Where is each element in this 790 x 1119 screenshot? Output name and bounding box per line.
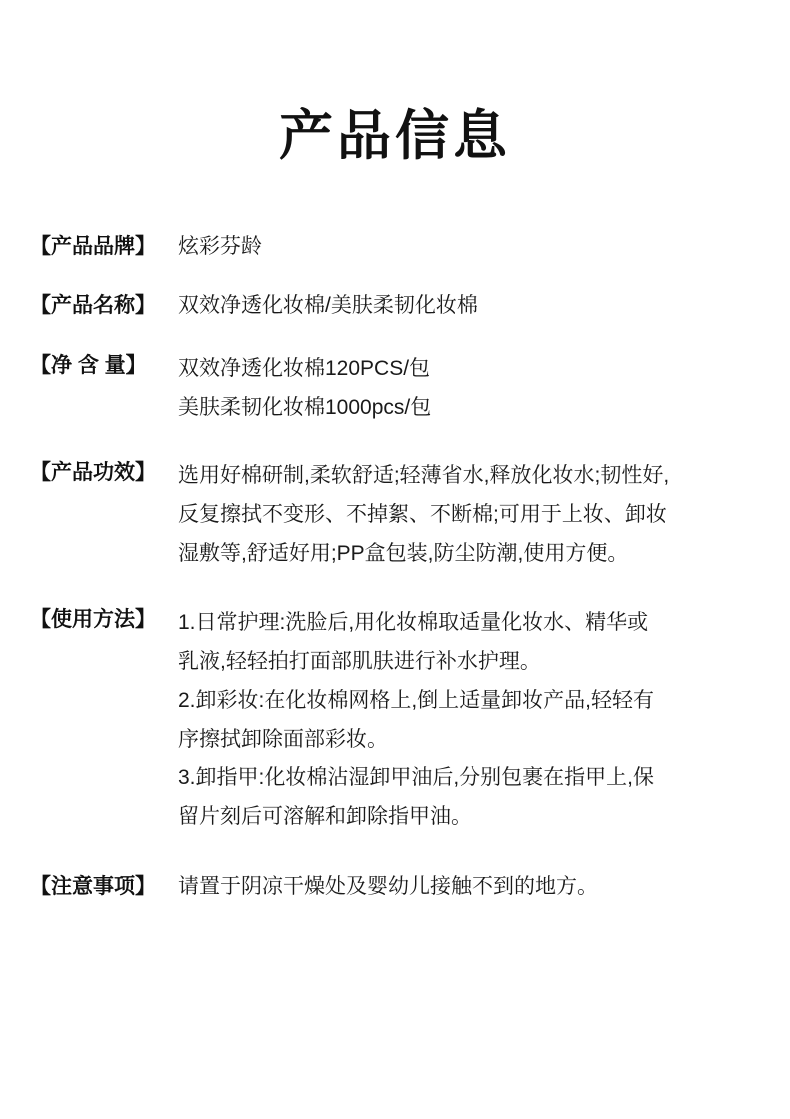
spec-value-usage	[172, 604, 766, 837]
spec-value-product-name	[172, 290, 766, 324]
spec-row-product-name	[30, 290, 766, 324]
product-spec-list	[24, 231, 766, 906]
spec-line: 3.卸指甲:化妆棉沾湿卸甲油后,分别包裹在指甲上,保	[178, 766, 655, 790]
spec-line: 双效净透化妆棉/美肤柔韧化妆棉	[178, 294, 478, 318]
spec-line: 美肤柔韧化妆棉1000pcs/包	[178, 395, 432, 419]
spec-line: 选用好棉研制,柔软舒适;轻薄省水,释放化妆水;韧性好,	[178, 464, 670, 488]
spec-row-net-content	[30, 350, 766, 428]
spec-value-net-content	[172, 350, 766, 428]
spec-value-effects	[172, 457, 766, 574]
spec-value-notice	[172, 871, 766, 906]
spec-line: 1.日常护理:洗脸后,用化妆棉取适量化妆水、精华或	[178, 611, 649, 635]
spec-label-effects: 【产品功效】	[30, 461, 156, 485]
spec-row-brand	[30, 231, 766, 265]
spec-row-usage	[30, 604, 766, 837]
spec-line: 反复擦拭不变形、不掉絮、不断棉;可用于上妆、卸妆	[178, 503, 667, 527]
page-title: 产品信息	[279, 106, 511, 166]
spec-row-notice	[30, 871, 766, 906]
spec-label-net-content: 【净 含 量】	[30, 353, 147, 377]
spec-line: 序擦拭卸除面部彩妆。	[178, 727, 388, 751]
spec-row-effects	[30, 457, 766, 574]
spec-label-usage: 【使用方法】	[30, 608, 156, 632]
spec-label-product-name: 【产品名称】	[30, 294, 156, 318]
spec-label-notice: 【注意事项】	[30, 875, 156, 899]
spec-line: 留片刻后可溶解和卸除指甲油。	[178, 805, 472, 829]
spec-label-brand: 【产品品牌】	[30, 234, 156, 258]
spec-line: 湿敷等,舒适好用;PP盒包装,防尘防潮,使用方便。	[178, 542, 629, 566]
spec-line: 乳液,轻轻拍打面部肌肤进行补水护理。	[178, 649, 541, 673]
spec-value-brand	[172, 231, 766, 265]
spec-line: 炫彩芬龄	[178, 234, 262, 258]
spec-line: 请置于阴凉干燥处及婴幼儿接触不到的地方。	[178, 875, 598, 899]
spec-line: 双效净透化妆棉120PCS/包	[178, 356, 431, 380]
spec-line: 2.卸彩妆:在化妆棉网格上,倒上适量卸妆产品,轻轻有	[178, 688, 655, 712]
